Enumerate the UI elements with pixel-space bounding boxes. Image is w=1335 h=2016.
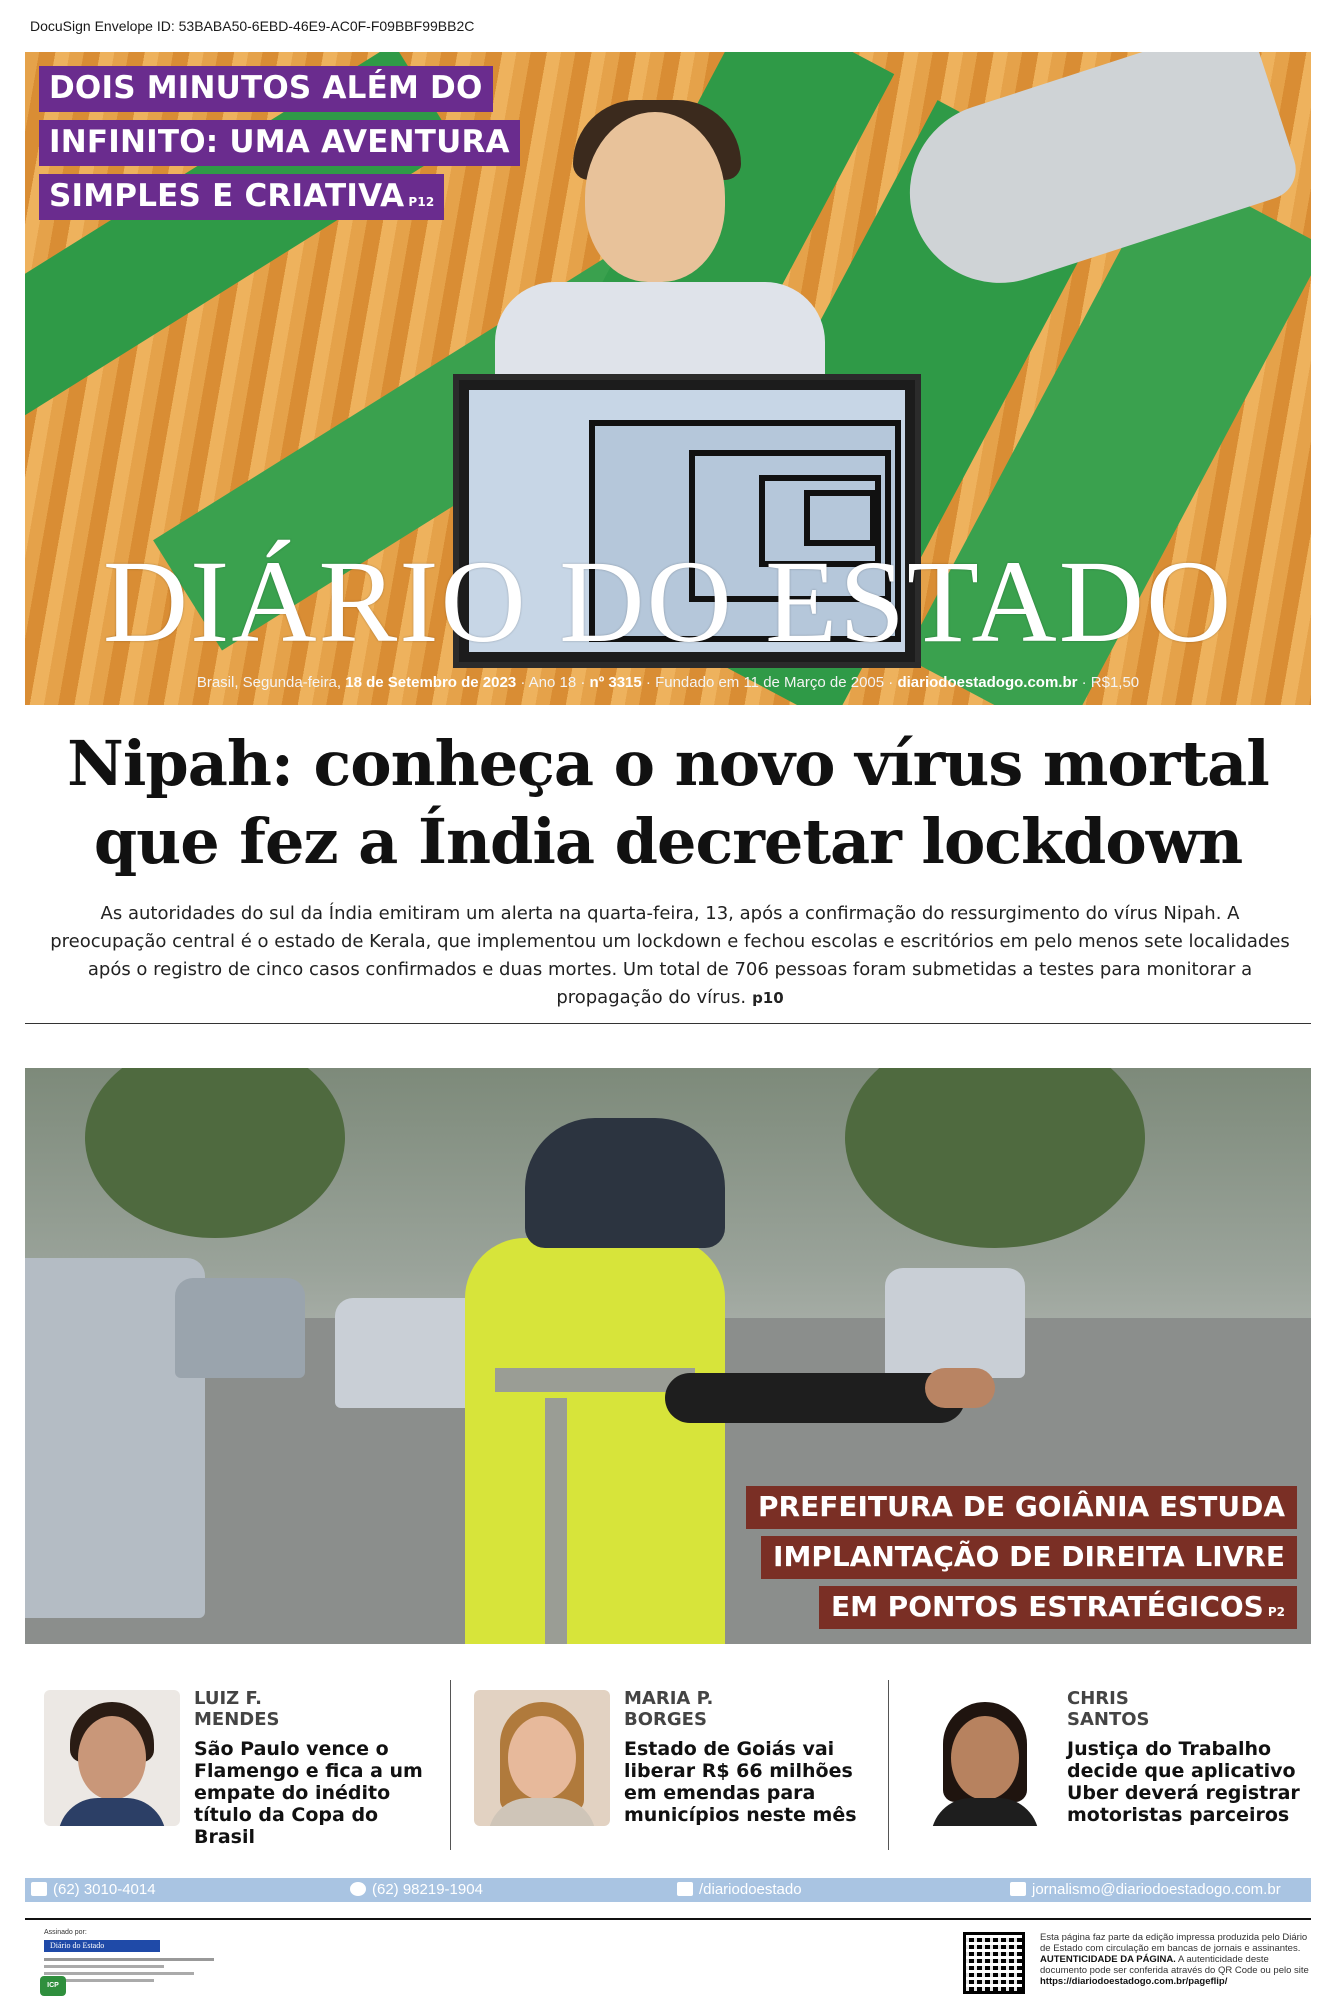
- phone-icon: [31, 1882, 47, 1896]
- columnist-name: LUIZ F. MENDES: [194, 1688, 280, 1730]
- kicker-page-ref: P12: [408, 195, 435, 209]
- traffic-officer-photo: [25, 1068, 1311, 1644]
- authenticity-note: Esta página faz parte da edição impressa produzida pelo Diário de Estado com circulação em bancas de jornais e assinantes. AUTENTICIDADE DA PÁGINA. A autenticidade deste documento pode ser conferida através do QR Code ou pelo site https://diariodoestadogo.com.br/pageflip/: [1040, 1932, 1309, 1987]
- contact-email[interactable]: jornalismo@diariodoestadogo.com.br: [1010, 1881, 1281, 1898]
- columnist-name: MARIA P. BORGES: [624, 1688, 714, 1730]
- photo-caption-line: EM PONTOS ESTRATÉGICOS P2: [819, 1586, 1297, 1629]
- signature-lines: [44, 1954, 244, 1986]
- caption-page-ref: P2: [1267, 1605, 1285, 1619]
- columnist-card[interactable]: [903, 1680, 1313, 1850]
- lead-page-ref: p10: [752, 989, 784, 1007]
- contact-bar: [25, 1878, 1311, 1902]
- section-divider: [25, 1023, 1311, 1024]
- avatar: [44, 1690, 180, 1826]
- hero-cover-image: [25, 52, 1311, 705]
- dateline: Brasil, Segunda-feira, 18 de Setembro de 2023 · Ano 18 · nº 3315 · Fundado em 11 de Março de 2005 · diariodoestadogo.com.br · R$1,50: [196, 674, 1140, 691]
- newspaper-logo: Diário do Estado: [44, 1940, 160, 1952]
- columnist-card[interactable]: [30, 1680, 440, 1850]
- avatar: [917, 1690, 1053, 1826]
- lead-summary: As autoridades do sul da Índia emitiram um alerta na quarta-feira, 13, após a confirmação do ressurgimento do vírus Nipah. A preocupação central é o estado de Kerala, que implementou um lockdown e fechou escolas e escritórios em pelo menos sete localidades após o registro de cinco casos confirmados e duas mortes. Um total de 706 pessoas foram submetidas a testes para monitorar a propagação do vírus. p10: [50, 903, 1290, 1008]
- icp-brasil-seal: ICP: [40, 1976, 66, 1996]
- photo-caption-line: PREFEITURA DE GOIÂNIA ESTUDA: [746, 1486, 1297, 1529]
- column-divider: [888, 1680, 889, 1850]
- columnist-name: CHRIS SANTOS: [1067, 1688, 1150, 1730]
- contact-facebook[interactable]: /diariodoestado: [677, 1881, 802, 1898]
- contact-phone[interactable]: (62) 3010-4014: [31, 1881, 156, 1898]
- masthead-title: DIÁRIO DO ESTADO: [102, 536, 1234, 667]
- facebook-icon: [677, 1882, 693, 1896]
- whatsapp-icon: [350, 1882, 366, 1896]
- cover-kicker-line: DOIS MINUTOS ALÉM DO: [39, 66, 493, 112]
- columnist-headline: São Paulo vence o Flamengo e fica a um empate do inédito título da Copa do Brasil: [194, 1738, 423, 1848]
- docusign-envelope-id: DocuSign Envelope ID: 53BABA50-6EBD-46E9-AC0F-F09BBF99BB2C: [30, 18, 475, 34]
- signed-by-label: Assinado por:: [44, 1929, 87, 1936]
- photo-caption-line: IMPLANTAÇÃO DE DIREITA LIVRE: [761, 1536, 1297, 1579]
- columnist-headline: Estado de Goiás vai liberar R$ 66 milhões em emendas para municípios neste mês: [624, 1738, 857, 1826]
- qr-code[interactable]: [963, 1932, 1025, 1994]
- cover-kicker-line: SIMPLES E CRIATIVA P12: [39, 174, 444, 220]
- pageflip-link[interactable]: https://diariodoestadogo.com.br/pageflip/: [1040, 1976, 1228, 1987]
- contact-whatsapp[interactable]: (62) 98219-1904: [350, 1881, 483, 1898]
- email-icon: [1010, 1882, 1026, 1896]
- columnist-card[interactable]: [460, 1680, 870, 1850]
- cover-kicker-line: INFINITO: UMA AVENTURA: [39, 120, 520, 166]
- avatar: [474, 1690, 610, 1826]
- footer-divider: [25, 1918, 1311, 1920]
- lead-headline: Nipah: conheça o novo vírus mortal que fez a Índia decretar lockdown: [67, 727, 1269, 878]
- digital-signature-block: [30, 1928, 250, 2010]
- column-divider: [450, 1680, 451, 1850]
- columnist-headline: Justiça do Trabalho decide que aplicativo Uber deverá registrar motoristas parceiros: [1067, 1738, 1300, 1826]
